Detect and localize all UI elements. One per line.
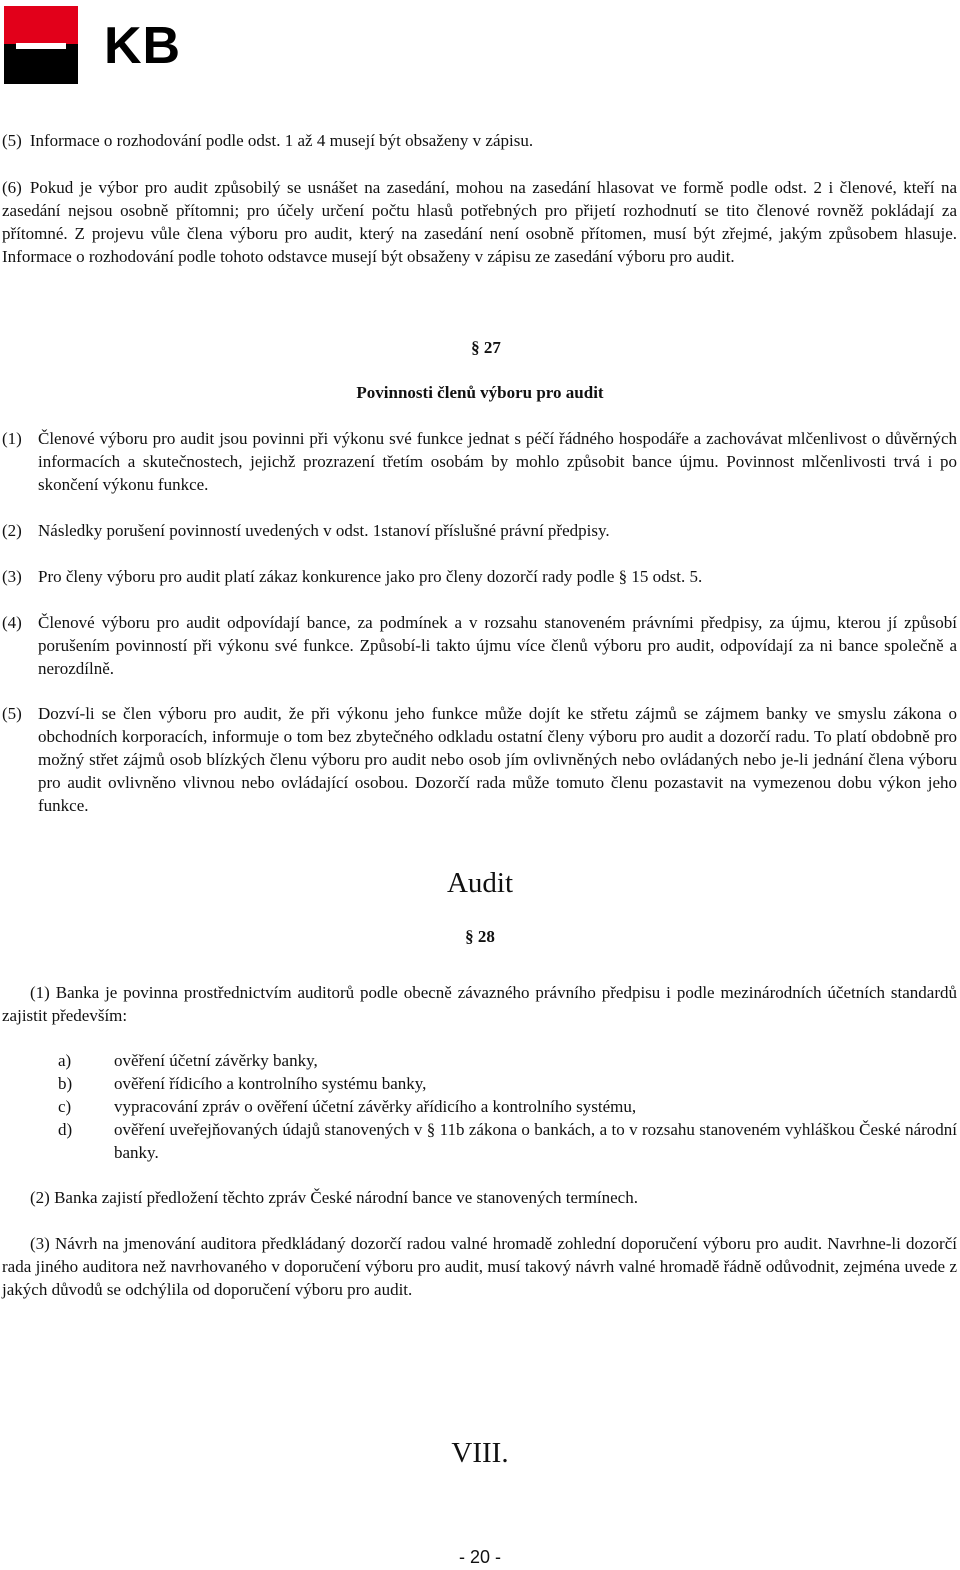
section-27-item-2	[2, 519, 957, 542]
item-text: Dozví-li se člen výboru pro audit, že při výkonu jeho funkce může dojít ke střetu zájmů se zájmem banky ve smyslu zákona o obchodních korporacích, informuje o tom bez zbytečného odkladu ostatní členy výboru pro audit a dozorčí radu. To platí obdobně pro možný střet zájmů osob blízkých členu výboru pro audit nebo osob jím ovlivněných nebo ovládaných nebo je-li jednání člena výboru pro audit ovlivněno vlivnou nebo ovládající osobou. Dozorčí rada může tomuto členu pozastavit na vymezenou dobu výkon jeho funkce.	[38, 704, 957, 815]
item-number: (2)	[2, 521, 22, 540]
paragraph-6	[2, 176, 957, 268]
item-number: (4)	[2, 613, 22, 632]
section-28-paragraph-1: (1) Banka je povinna prostřednictvím auditorů podle obecně závazného právního předpisu i podle mezinárodních účetních standardů zajistit především:	[2, 983, 957, 1025]
list-marker: c)	[58, 1097, 72, 1116]
list-marker: b)	[58, 1074, 73, 1093]
list-text: ověření účetní závěrky banky,	[114, 1051, 318, 1070]
logo-text: KB	[104, 17, 182, 75]
list-text: ověření uveřejňovaných údajů stanovených v § 11b zákona o bankách, a to v rozsahu stanoveném vyhláškou České národní banky.	[114, 1120, 957, 1162]
item-text: Členové výboru pro audit jsou povinni při výkonu své funkce jednat s péčí řádného hospodáře a zachovávat mlčenlivost o důvěrných informacích a skutečnostech, jejichž prozrazení třetím osobám by mohlo způsobit bance újmu. Povinnost mlčenlivosti trvá i po skončení výkonu funkce.	[38, 429, 957, 494]
part-heading: VIII.	[451, 1437, 509, 1469]
section-27-item-3	[2, 565, 957, 588]
logo-mark-bar	[16, 43, 66, 49]
section-28-heading: § 28	[465, 927, 495, 946]
kb-logo	[4, 6, 224, 84]
section-27-item-4	[2, 611, 957, 680]
item-number: (3)	[2, 567, 22, 586]
paragraph-5	[2, 129, 957, 152]
logo-mark-red	[4, 6, 78, 44]
item-text: Členové výboru pro audit odpovídají bance, za podmínek a v rozsahu stanoveném právními předpisy, za újmu, kterou jí způsobí porušením povinností při výkonu své funkce. Způsobí-li takto újmu více členů výboru pro audit, odpovídají za ni bance společně a nerozdílně.	[38, 613, 957, 678]
list-marker: a)	[58, 1051, 72, 1070]
paragraph-number: (5)	[2, 131, 22, 150]
list-item	[58, 1049, 957, 1072]
audit-title: Audit	[446, 867, 514, 899]
paragraph-text: Informace o rozhodování podle odst. 1 až 4 musejí být obsaženy v zápisu.	[29, 131, 534, 150]
section-27-item-5	[2, 702, 957, 817]
list-item	[58, 1095, 957, 1118]
section-28-paragraph-3: (3) Návrh na jmenování auditora předkládaný dozorčí radou valné hromadě zohlední doporučení výboru pro audit. Navrhne-li dozorčí rada jiného auditora než navrhovaného v doporučení výboru pro audit, musí takový návrh valné hromadě řádně odůvodnit, zejména uvede z jakých důvodů se odchýlila od doporučení výboru pro audit.	[2, 1234, 957, 1299]
list-item	[58, 1118, 957, 1164]
section-27-item-1	[2, 427, 957, 496]
paragraph-text: Pokud je výbor pro audit způsobilý se usnášet na zasedání, mohou na zasedání hlasovat ve formě podle odst. 2 i členové, kteří na zasedání nejsou osobně přítomni; pro účely určení počtu hlasů potřebných pro přijetí rozhodnutí se tito členové rovněž pokládají za přítomné. Z projevu vůle člena výboru pro audit, který na zasedání není osobně přítomen, musí být zřejmé, jakým způsobem hlasuje. Informace o rozhodování podle tohoto odstavce musejí být obsaženy v zápisu ze zasedání výboru pro audit.	[2, 178, 957, 266]
item-number: (5)	[2, 704, 22, 723]
audit-list	[58, 1049, 957, 1164]
page-number: - 20 -	[458, 1547, 501, 1567]
item-text: Následky porušení povinností uvedených v odst. 1stanoví příslušné právní předpisy.	[38, 521, 610, 540]
list-text: vypracování zpráv o ověření účetní závěrky ařídicího a kontrolního systému,	[114, 1097, 637, 1116]
section-27-title: Povinnosti členů výboru pro audit	[356, 383, 604, 402]
list-item	[58, 1072, 957, 1095]
paragraph-number: (6)	[2, 178, 22, 197]
list-text: ověření řídicího a kontrolního systému banky,	[114, 1074, 427, 1093]
list-marker: d)	[58, 1120, 73, 1139]
item-text: Pro členy výboru pro audit platí zákaz konkurence jako pro členy dozorčí rady podle § 15 odst. 5.	[38, 567, 703, 586]
section-27-heading: § 27	[471, 338, 501, 357]
section-28-paragraph-2: (2) Banka zajistí předložení těchto zpráv České národní bance ve stanovených termínech.	[30, 1188, 638, 1207]
item-number: (1)	[2, 429, 22, 448]
